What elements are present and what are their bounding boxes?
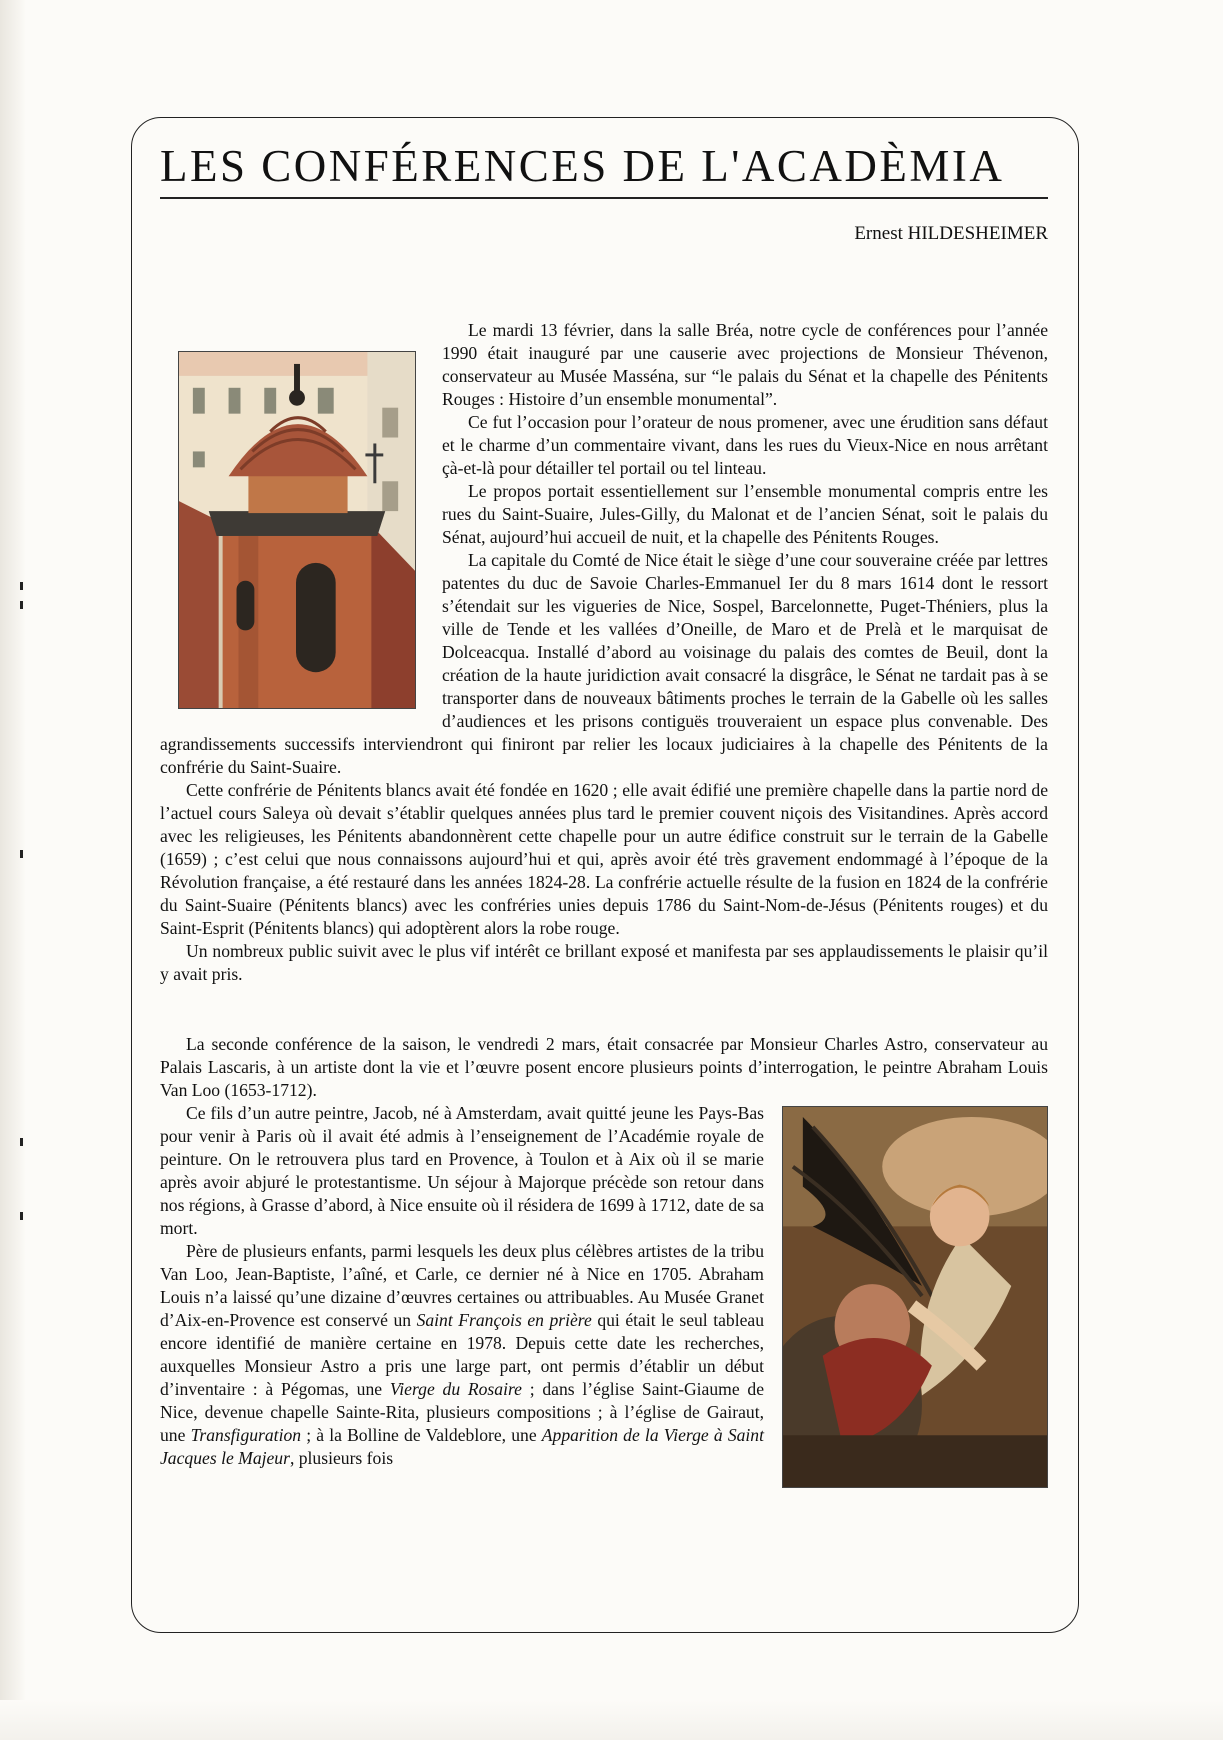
page-bottom-shadow — [0, 1700, 1223, 1740]
text-run: Père de plusieurs enfants, parmi lesquels les deux plus célèbres artistes de la tribu Van Loo, Jean-Baptiste, l’aîné, et Carle, ce dernier né à Nice en 1705. Abraham Louis n’a laissé qu’une dizaine d’œuvres certaines ou attribuables. Au Musée Granet d’Aix-en-Provence est conservé un — [160, 1241, 764, 1330]
artwork-title: Transfiguration — [190, 1425, 302, 1445]
bell-tower-photo-icon — [178, 351, 416, 709]
spine-mark — [20, 850, 23, 858]
paragraph: Cette confrérie de Pénitents blancs avait été fondée en 1620 ; elle avait édifié une première chapelle dans la partie nord de l’actuel cours Saleya où devait s’établir quelques années plus tard le premier couvent niçois des Visitandines. Après accord avec les religieuses, les Pénitents abandonnèrent cette chapelle pour un autre édifice construit sur le terrain de la Gabelle (1659) ; c’est celui que nous connaissons aujourd’hui et qui, après avoir été très gravement endommagé à l’époque de la Révolution française, a été restauré dans les années 1824-28. La confrérie actuelle résulte de la fusion en 1824 de la confrérie du Saint-Suaire (Pénitents blancs) avec les confréries unies depuis 1786 du Saint-Nom-de-Jésus (Pénitents rouges) et du Saint-Esprit (Pénitents blancs) qui adoptèrent alors la robe rouge. — [160, 780, 1048, 938]
page-binding-shadow — [0, 0, 26, 1740]
artwork-title: Apparition de la Vierge à Saint Jacques le Majeur — [160, 1425, 764, 1468]
text-run: , plusieurs fois — [289, 1448, 394, 1468]
artwork-title: Saint François en prière — [416, 1310, 592, 1330]
article-body — [160, 319, 1048, 1494]
spine-mark — [20, 601, 23, 609]
paragraph: Ce fils d’un autre peintre, Jacob, né à Amsterdam, avait quitté jeune les Pays-Bas pour venir à Paris où il avait été admis à l’enseignement de l’Académie royale de peinture. On le retrouvera plus tard en Provence, à Toulon et à Aix où il se marie après avoir abjuré le protestantisme. Un séjour à Majorque précède son retour dans nos régions, à Grasse d’abord, à Nice ensuite où il résidera de 1699 à 1712, date de sa mort. — [160, 1103, 764, 1238]
artwork-title: Vierge du Rosaire — [389, 1379, 522, 1399]
article-title: LES CONFÉRENCES DE L'ACADÈMIA — [160, 141, 1005, 191]
paragraph: Le mardi 13 février, dans la salle Bréa, notre cycle de conférences pour l’année 1990 était inauguré par une causerie avec projections de Monsieur Thévenon, conservateur au Musée Masséna, sur “le palais du Sénat et la chapelle des Pénitents Rouges : Histoire d’un ensemble monumental”. — [442, 320, 1048, 409]
text-run: ; à la Bolline de Valdeblore, une — [301, 1425, 542, 1445]
spine-mark — [20, 582, 23, 590]
angel-painting-icon — [782, 1106, 1048, 1488]
text-run: qui était le seul tableau encore identifié de manière certaine en 1978. Depuis cette date les recherches, auxquelles Monsieur Astro a pris une large part, ont permis d’établir un début d’inventaire : à Pégomas, une — [160, 1310, 764, 1399]
spine-mark — [20, 1138, 23, 1146]
article-author: Ernest HILDESHEIMER — [854, 223, 1048, 244]
paragraph: Un nombreux public suivit avec le plus vif intérêt ce brillant exposé et manifesta par ses applaudissements le plaisir qu’il y avait pris. — [160, 941, 1048, 984]
text-run: ; dans l’église Saint-Giaume de Nice, devenue chapelle Sainte-Rita, plusieurs compositions ; à l’église de Gairaut, une — [160, 1379, 765, 1445]
spine-mark — [20, 1212, 23, 1220]
paragraph: Ce fut l’occasion pour l’orateur de nous promener, avec une érudition sans défaut et le charme d’un commentaire vivant, dans les rues du Vieux-Nice en nous arrêtant çà-et-là pour détailler tel portail ou tel linteau. — [442, 412, 1048, 478]
title-underline — [160, 197, 1048, 199]
paragraph: La capitale du Comté de Nice était le siège d’une cour souveraine créée par lettres patentes du duc de Savoie Charles-Emmanuel Ier du 8 mars 1614 dont le ressort s’étendait sur les vigueries de Nice, Sospel, Barcelonnette, Puget-Théniers, plus la ville de Tende et les vallées d’Oneille, de Maro et de Prelà et le marquisat de Dolceacqua. Installé d’abord au voisinage du palais des comtes de Beuil, dont la création de la haute juridiction avait consacré la disgrâce, le Sénat ne tardait pas à se transporter dans de nouveaux bâtiments proches le terrain de la Gabelle où les salles d’audiences et les prisons contiguës trouveraient un espace plus convenable. Des agrandissements successifs interviendront qui finiront par relier les locaux judiciaires à la chapelle des Pénitents de la confrérie du Saint-Suaire. — [160, 550, 1048, 777]
paragraph: La seconde conférence de la saison, le vendredi 2 mars, était consacrée par Monsieur Charles Astro, conservateur au Palais Lascaris, à un artiste dont la vie et l’œuvre posent encore plusieurs points d’interrogation, le peintre Abraham Louis Van Loo (1653-1712). — [160, 1034, 1048, 1100]
paragraph: Le propos portait essentiellement sur l’ensemble monumental compris entre les rues du Saint-Suaire, Jules-Gilly, du Malonat et de l’ancien Sénat, soit le palais du Sénat, aujourd’hui accueil de nuit, et la chapelle des Pénitents Rouges. — [442, 481, 1048, 547]
